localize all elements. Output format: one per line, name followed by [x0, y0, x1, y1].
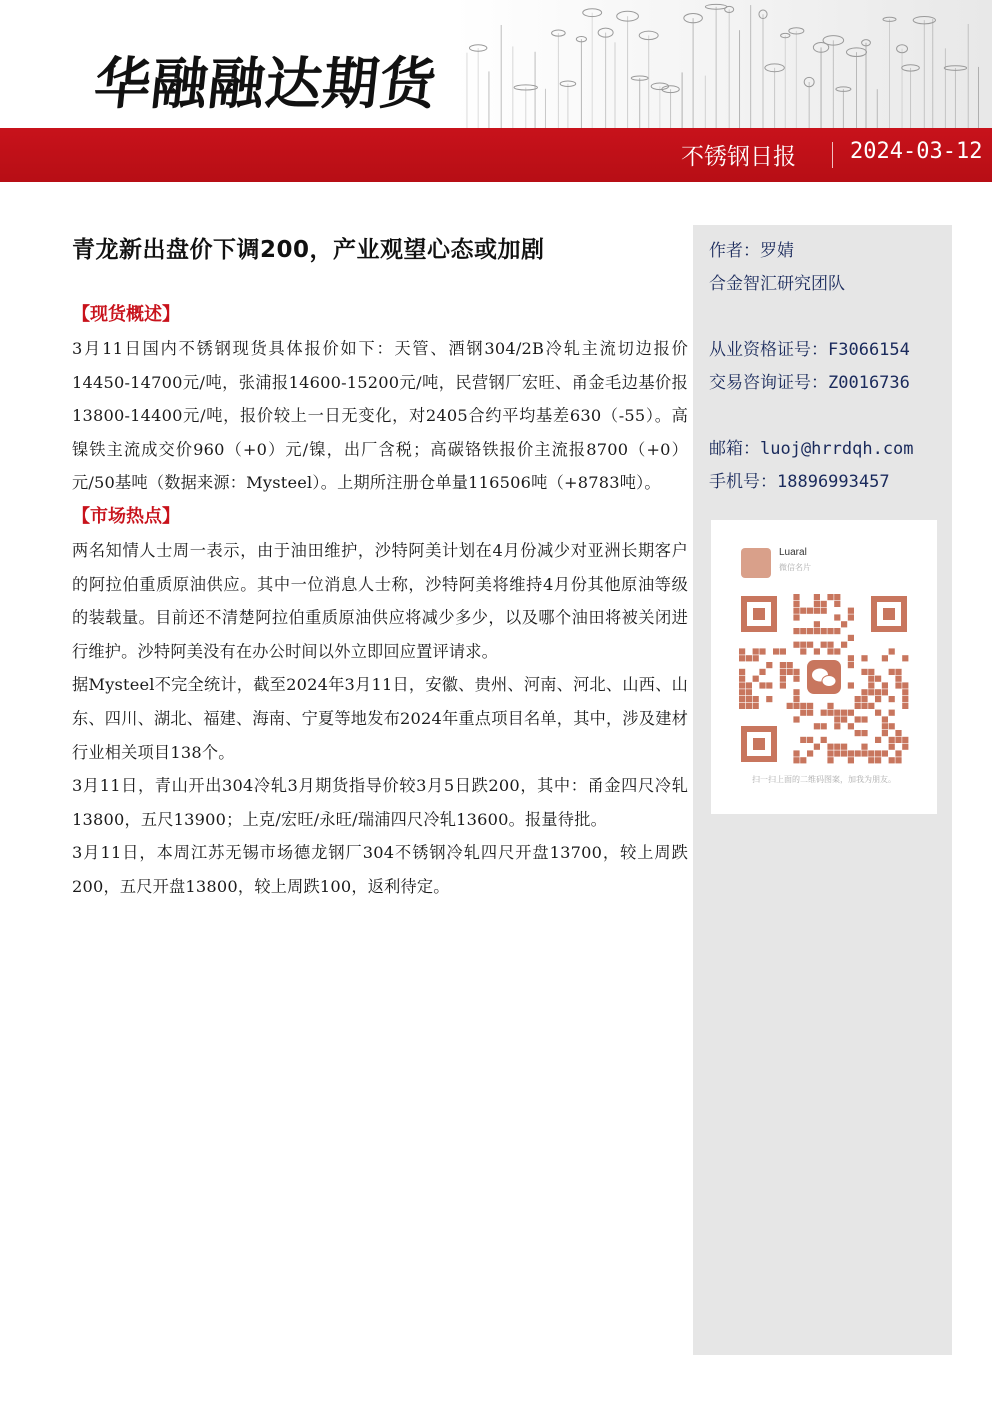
qr-profile-name: Luaral	[779, 547, 807, 558]
avatar	[741, 548, 771, 578]
page-header	[0, 0, 992, 128]
qr-profile-subtitle: 微信名片	[779, 563, 811, 572]
report-title: 不锈钢日报	[681, 144, 796, 170]
report-banner	[0, 128, 992, 182]
report-date: 2024-03-12	[850, 139, 983, 164]
article-body	[72, 230, 688, 904]
article-headline: 青龙新出盘价下调200，产业观望心态或加剧	[72, 237, 545, 263]
qr-caption: 扫一扫上面的二维码图案，加我为朋友。	[752, 775, 896, 784]
hotspot-paragraph-2: 据Mysteel不完全统计，截至2024年3月11日，安徽、贵州、河南、河北、山西、山东、四川、湖北、福建、海南、宁夏等地发布2024年重点项目名单，其中，涉及建材行业相关项目138个。	[72, 675, 688, 762]
qualification-number: 从业资格证号：F3066154	[709, 340, 910, 360]
decorative-lines-graphic	[455, 0, 992, 128]
hotspot-paragraph-3: 3月11日，青山开出304冷轧3月期货指导价较3月5日跌200，其中：甬金四尺冷轧13800，五尺13900；上克/宏旺/永旺/瑞浦四尺冷轧13600。报量待批。	[72, 776, 688, 829]
qr-code-icon[interactable]	[739, 594, 909, 764]
section-title-hotspot: 【市场热点】	[72, 505, 180, 527]
wechat-qr-card	[711, 520, 937, 814]
consult-number: 交易咨询证号：Z0016736	[709, 373, 910, 393]
hotspot-paragraph-4: 3月11日，本周江苏无锡市场德龙钢厂304不锈钢冷轧四尺开盘13700，较上周跌200，五尺开盘13800，较上周跌100，返利待定。	[72, 843, 688, 896]
author-name: 作者：罗婧	[709, 241, 794, 261]
phone-number: 手机号：18896993457	[709, 472, 890, 492]
hotspot-paragraph-1: 两名知情人士周一表示，由于油田维护，沙特阿美计划在4月份减少对亚洲长期客户的阿拉伯重质原油供应。其中一位消息人士称，沙特阿美将维持4月份其他原油等级的装载量。目前还不清楚阿拉伯重质原油供应将减少多少，以及哪个油田将被关闭进行维护。沙特阿美没有在办公时间以外立即回应置评请求。	[72, 540, 688, 661]
email-address[interactable]: 邮箱：luoj@hrrdqh.com	[709, 439, 914, 459]
brand-logo: 华融融达期货	[91, 52, 440, 117]
section-title-spot: 【现货概述】	[72, 304, 180, 325]
banner-divider	[832, 142, 833, 168]
spot-paragraph: 3月11日国内不锈钢现货具体报价如下：天管、酒钢304/2B冷轧主流切边报价14450-14700元/吨，张浦报14600-15200元/吨，民营钢厂宏旺、甬金毛边基价报13800-14400元/吨，报价较上一日无变化，对2405合约平均基差630（-55）。高镍铁主流成交价960（+0）元/镍，出厂含税；高碳铬铁报价主流报8700（+0）元/50基吨（数据来源：Mysteel）。上期所注册仓单量116506吨（+8783吨）。	[72, 339, 688, 493]
author-sidebar	[693, 225, 952, 1355]
research-team: 合金智汇研究团队	[709, 274, 845, 294]
